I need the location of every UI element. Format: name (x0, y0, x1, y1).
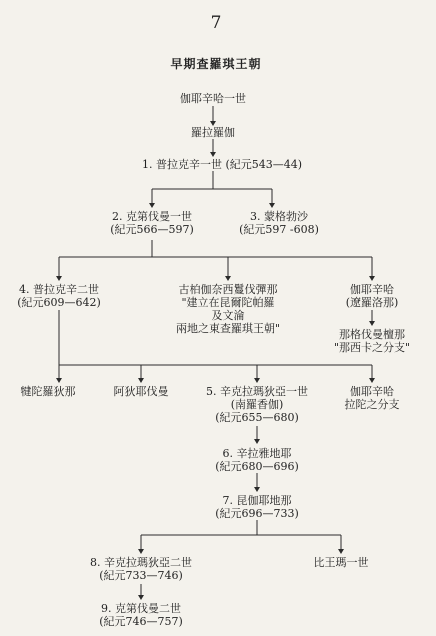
node-name: 1. 普拉克辛一世 (141, 158, 222, 171)
node-name: 那格伐曼檀那 (339, 328, 405, 341)
node-name: 伽耶辛哈 (350, 283, 394, 296)
node-5-vikramaditya-1 (206, 385, 308, 424)
node-chandraditya: 犍陀羅狄那 (20, 385, 76, 398)
node-6-vinayaditya (215, 447, 299, 473)
node-name: 2. 克第伐曼一世 (111, 210, 192, 223)
arrowhead (138, 595, 144, 600)
node-kubja-vishnuvardhana (176, 283, 280, 335)
arrowhead (138, 378, 144, 383)
node-note: 拉陀之分支 (344, 398, 400, 411)
arrowhead (210, 152, 216, 157)
node-dates: (紀元609—642) (17, 296, 101, 309)
arrowhead (369, 276, 375, 281)
node-4-pulakesin-2 (17, 283, 101, 309)
node-gaya-simha-2 (346, 283, 399, 309)
node-1-pulakesin-1 (142, 158, 302, 171)
node-note: "那西卡之分支" (333, 341, 411, 354)
node-dates: (紀元696—733) (215, 507, 299, 520)
node-7-vijayaditya (215, 494, 299, 520)
arrowhead (149, 203, 155, 208)
arrowhead (269, 203, 275, 208)
node-dates: (紀元566—597) (110, 223, 194, 236)
node-name: 7. 昆伽耶地那 (222, 494, 292, 507)
node-dates: (紀元543—44) (225, 158, 303, 171)
node-9-kirtivarman-2 (99, 602, 183, 628)
node-name: 8. 辛克拉瑪狄亞二世 (90, 556, 192, 569)
node-2-kirtivarman-1 (110, 210, 194, 236)
node-name: 3. 蒙格勃沙 (249, 210, 308, 223)
node-dates: (紀元597 -608) (239, 223, 319, 236)
arrowhead (254, 439, 260, 444)
arrowhead (225, 276, 231, 281)
node-name: 9. 克第伐曼二世 (100, 602, 181, 615)
node-rana-raga: 羅拉羅伽 (191, 126, 235, 139)
node-note: 兩地之東查羅琪王朝" (175, 322, 281, 335)
node-dates: (紀元746—757) (99, 615, 183, 628)
node-name: 5. 辛克拉瑪狄亞一世 (206, 385, 308, 398)
node-nagavardhana (334, 328, 410, 354)
arrowhead (56, 378, 62, 383)
node-name: 古柏伽奈西鬘伐彈那 (178, 283, 278, 296)
node-dates: (紀元733—746) (99, 569, 183, 582)
node-dates: (紀元680—696) (215, 460, 299, 473)
node-note: 及文淪 (211, 309, 245, 322)
node-note: "建立在昆爾陀帕羅 (181, 296, 275, 309)
node-note: (遼羅洛那) (345, 296, 399, 309)
arrowhead (338, 549, 344, 554)
node-dates: (紀元655—680) (215, 411, 299, 424)
node-bhima-1: 比王瑪一世 (313, 556, 369, 569)
arrowhead (138, 549, 144, 554)
node-jayasimha-lata (345, 385, 400, 411)
page-title: 早期查羅琪王朝 (170, 57, 262, 71)
arrowhead (369, 321, 375, 326)
node-adityavarman: 阿狄耶伐曼 (113, 385, 169, 398)
arrowhead (56, 276, 62, 281)
node-name: 6. 辛拉雅地耶 (222, 447, 292, 460)
node-name: 伽耶辛哈 (350, 385, 394, 398)
node-name: 4. 普拉克辛二世 (18, 283, 99, 296)
node-gaya-simha-1: 伽耶辛哈一世 (180, 92, 246, 105)
arrowhead (254, 487, 260, 492)
arrowhead (369, 378, 375, 383)
node-8-vikramaditya-2 (90, 556, 192, 582)
node-3-mangalesha (239, 210, 319, 236)
arrowhead (254, 378, 260, 383)
page-number: 7 (210, 13, 222, 33)
node-note: (南羅香伽) (230, 398, 284, 411)
